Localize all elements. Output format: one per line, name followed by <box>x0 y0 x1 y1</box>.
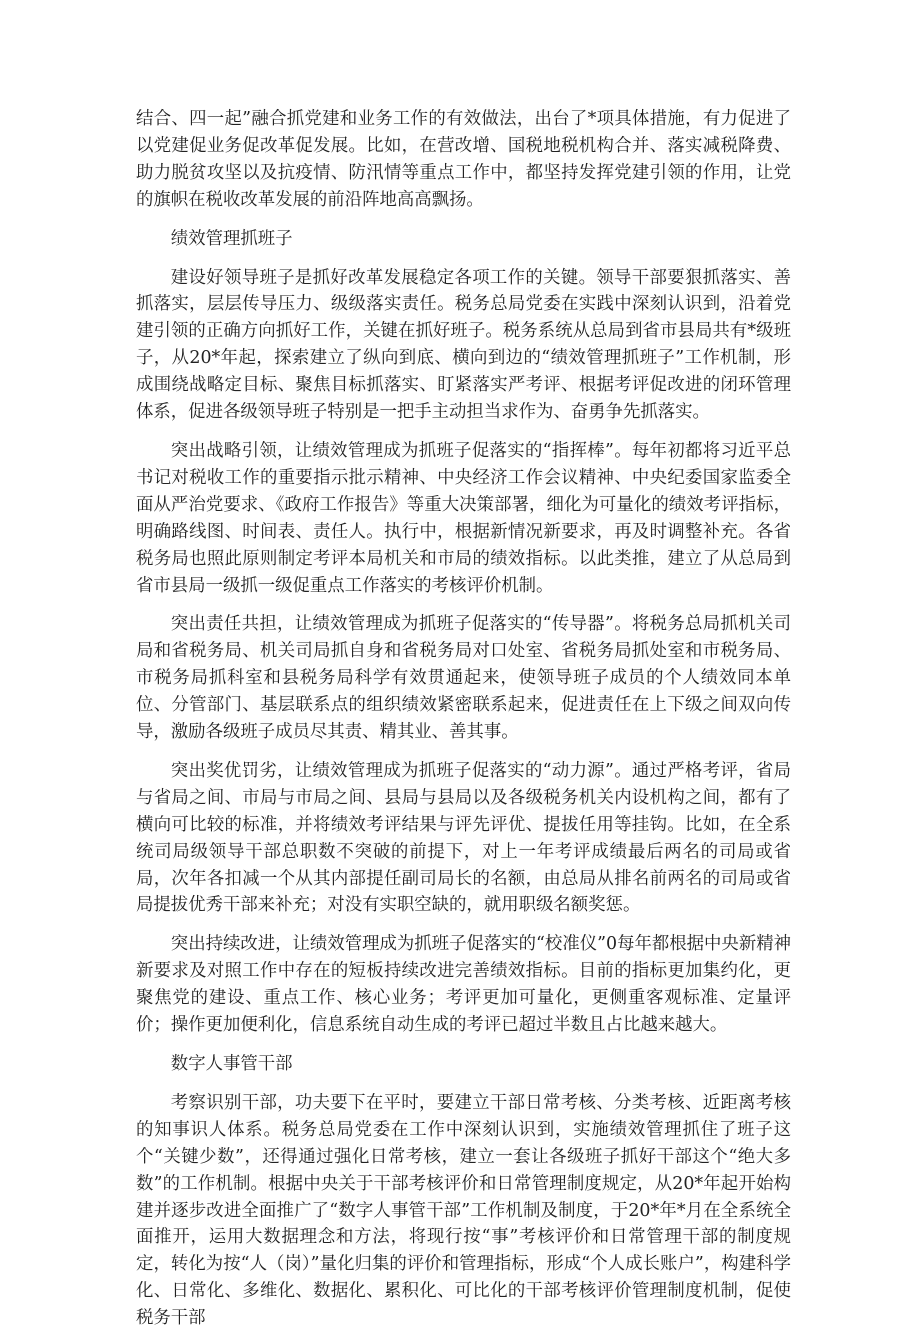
document-page <box>136 106 791 1344</box>
paragraph-7: 考察识别干部，功夫要下在平时，要建立干部日常考核、分类考核、近距离考核的知事识人体系。税务总局党委在工作中深刻认识到，实施绩效管理抓住了班子这个“关键少数”，还得通过强化日常考核，建立一套让各级班子抓好干部这个“绝大多数”的工作机制。根据中央关于干部考核评价和日常管理制度规定，从20*年起开始构建并逐步改进全面推广了“数字人事管干部”工作机制及制度，于20*年*月在全系统全面推开，运用大数据理念和方法，将现行按“事”考核评价和日常管理干部的制度规定，转化为按“人（岗）”量化归集的评价和管理指标，形成“个人成长账户”，构建科学化、日常化、多维化、数据化、累积化、可比化的干部考核评价管理制度机制，促使税务干部 <box>136 1092 791 1329</box>
paragraph-3: 突出战略引领，让绩效管理成为抓班子促落实的“指挥棒”。每年初都将习近平总书记对税收工作的重要指示批示精神、中央经济工作会议精神、中央纪委国家监委全面从严治党要求、《政府工作报告》等重大决策部署，细化为可量化的绩效考评指标，明确路线图、时间表、责任人。执行中，根据新情况新要求，再及时调整补充。各省税务局也照此原则制定考评本局机关和市局的绩效指标。以此类推，建立了从总局到省市县局一级抓一级促重点工作落实的考核评价机制。 <box>136 440 791 596</box>
paragraph-6: 突出持续改进，让绩效管理成为抓班子促落实的“校准仪”0每年都根据中央新精神新要求及对照工作中存在的短板持续改进完善绩效指标。目前的指标更加集约化，更聚焦党的建设、重点工作、核心业务；考评更加可量化，更侧重客观标准、定量评价；操作更加便利化，信息系统自动生成的考评已超过半数且占比越来越大。 <box>136 934 791 1036</box>
section-heading-performance: 绩效管理抓班子 <box>170 228 293 249</box>
section-heading-digital-hr: 数字人事管干部 <box>170 1054 293 1074</box>
paragraph-4: 突出责任共担，让绩效管理成为抓班子促落实的“传导器”。将税务总局抓机关司局和省税务局、机关司局抓自身和省税务局对口处室、省税务局抓处室和市税务局、市税务局抓科室和县税务局科学有效贯通起来，使领导班子成员的个人绩效同本单位、分管部门、基层联系点的组织绩效紧密联系起来，促进责任在上下级之间双向传导，激励各级班子成员尽其责、精其业、善其事。 <box>136 614 791 743</box>
paragraph-2: 建设好领导班子是抓好改革发展稳定各项工作的关键。领导干部要狠抓落实、善抓落实，层层传导压力、级级落实责任。税务总局党委在实践中深刻认识到，沿着党建引领的正确方向抓好工作，关键在抓好班子。税务系统从总局到省市县局共有*级班子，从20*年起，探索建立了纵向到底、横向到边的“绩效管理抓班子”工作机制，形成围绕战略定目标、聚焦目标抓落实、盯紧落实严考评、根据考评促改进的闭环管理体系，促进各级领导班子特别是一把手主动担当求作为、奋勇争先抓落实。 <box>136 267 791 423</box>
paragraph-5: 突出奖优罚劣，让绩效管理成为抓班子促落实的“动力源”。通过严格考评，省局与省局之间、市局与市局之间、县局与县局以及各级税务机关内设机构之间，都有了横向可比较的标准，并将绩效考评结果与评先评优、提拔任用等挂钩。比如，在全系统司局级领导干部总职数不突破的前提下，对上一年考评成绩最后两名的司局或省局，次年各扣减一个从其内部提任副司局长的名额，由总局从排名前两名的司局或省局提拔优秀干部来补充；对没有实职空缺的，就用职级名额奖惩。 <box>136 760 791 916</box>
paragraph-1: 结合、四一起”融合抓党建和业务工作的有效做法，出台了*项具体措施，有力促进了以党建促业务促改革促发展。比如，在营改增、国税地税机构合并、落实减税降费、助力脱贫攻坚以及抗疫情、防汛情等重点工作中，都坚持发挥党建引领的作用，让党的旗帜在税收改革发展的前沿阵地高高飘扬。 <box>136 109 791 210</box>
